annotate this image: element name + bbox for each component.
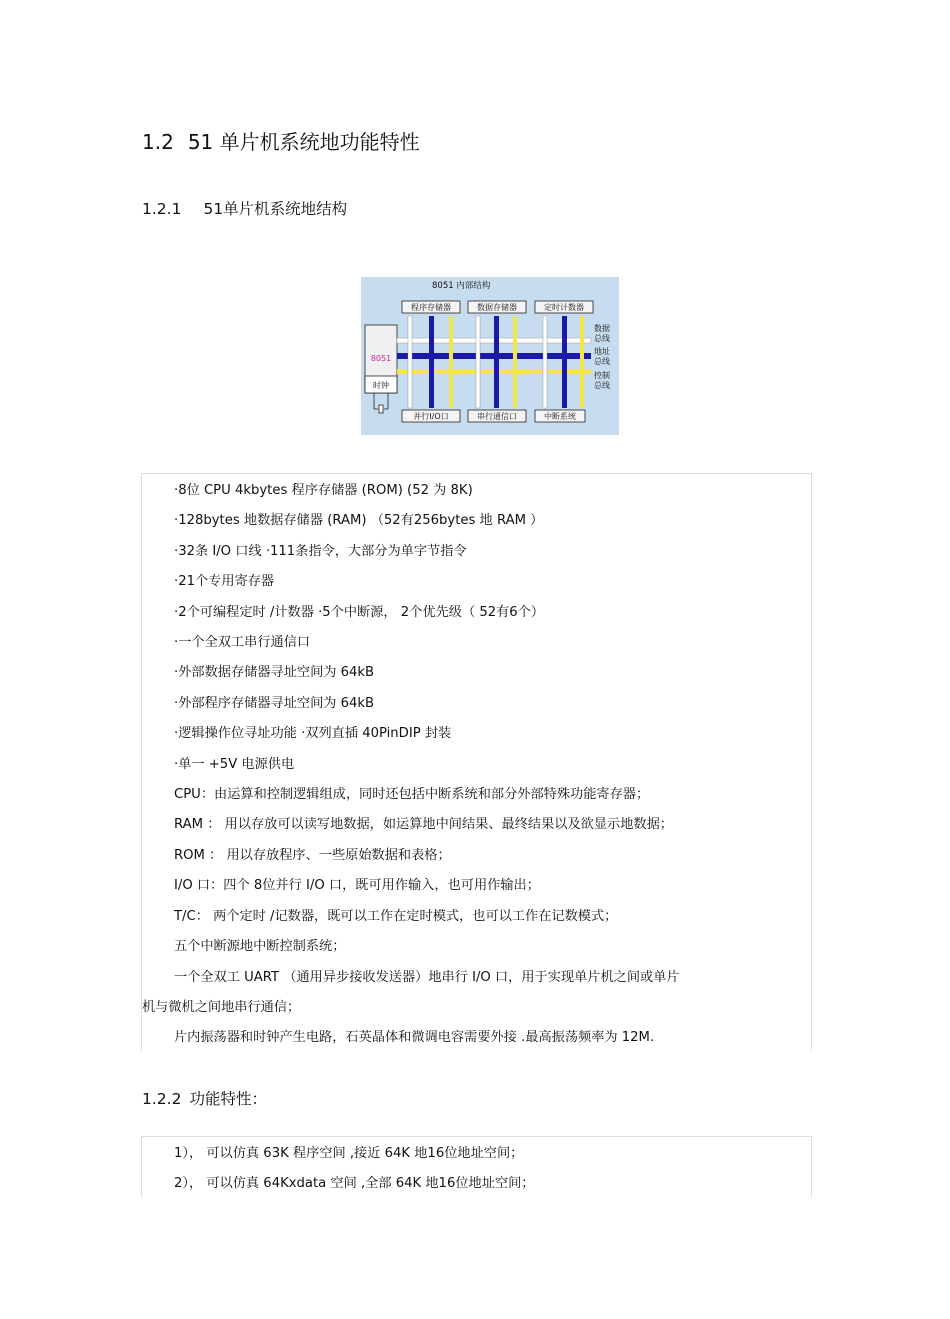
oscillator-paragraph: 片内振荡器和时钟产生电路，石英晶体和微调电容需要外接 .最高振荡频率为 12M. xyxy=(174,1030,655,1046)
feature-item: ROM ： 用以存放程序、一些原始数据和表格； xyxy=(174,847,451,863)
subsection-number: 1.2.2 xyxy=(142,1090,182,1108)
bus-label-data-2: 总线 xyxy=(594,334,610,343)
feature-item: ·单一 +5V 电源供电 xyxy=(174,756,295,772)
bus-label-address: 地址 xyxy=(594,347,610,356)
feature-item: ·外部程序存储器寻址空间为 64kB xyxy=(174,695,375,711)
top-blocks xyxy=(402,301,593,313)
bus-label-control-2: 总线 xyxy=(594,381,610,390)
section-heading xyxy=(142,126,420,155)
feature-item: ·21个专用寄存器 xyxy=(174,574,275,590)
block-program-memory: 程序存储器 xyxy=(411,303,451,312)
subsection-heading-structure xyxy=(142,197,347,219)
block-parallel-io: 并行I/O口 xyxy=(413,412,449,421)
bottom-blocks xyxy=(402,410,585,422)
feature-item: 五个中断源地中断控制系统； xyxy=(174,939,346,955)
block-timer-counter: 定时计数器 xyxy=(544,303,584,312)
uart-paragraph-line1: 一个全双工 UART （通用异步接收发送器）地串行 I/O 口，用于实现单片机之间或单片 xyxy=(174,969,680,985)
feature-item: ·逻辑操作位寻址功能 ·双列直插 40PinDIP 封装 xyxy=(174,726,452,742)
function-item: 1）， 可以仿真 63K 程序空间 ,接近 64K 地16位地址空间； xyxy=(174,1146,524,1161)
section-number: 1.2 xyxy=(142,130,174,154)
section-title: 51 单片机系统地功能特性 xyxy=(187,130,420,154)
subsection-title: 功能特性： xyxy=(189,1090,267,1108)
subsection-heading-functions xyxy=(142,1087,267,1109)
clock-label: 时钟 xyxy=(373,381,389,390)
block-serial-port: 串行通信口 xyxy=(477,412,517,421)
bus-labels xyxy=(594,323,610,390)
subsection-title: 51单片机系统地结构 xyxy=(203,200,348,218)
diagram-title: 8051 内部结构 xyxy=(432,281,491,291)
block-data-memory: 数据存储器 xyxy=(477,303,517,312)
feature-item: I/O 口：四个 8位并行 I/O 口，既可用作输入，也可用作输出； xyxy=(174,878,540,894)
feature-item: ·2个可编程定时 /计数器 ·5个中断源， 2个优先级（ 52有6个） xyxy=(174,604,545,620)
block-interrupt-system: 中断系统 xyxy=(544,412,576,421)
feature-item: ·32条 I/O 口线 ·111条指令，大部分为单字节指令 xyxy=(174,543,467,559)
8051-architecture-diagram xyxy=(361,277,619,435)
subsection-number: 1.2.1 xyxy=(142,200,182,218)
uart-paragraph-line2: 机与微机之间地串行通信； xyxy=(142,999,301,1015)
feature-item: T/C： 两个定时 /记数器，既可以工作在定时模式，也可以工作在记数模式； xyxy=(174,908,618,924)
feature-item: RAM ： 用以存放可以读写地数据，如运算地中间结果、最终结果以及欲显示地数据； xyxy=(174,817,673,833)
bus-label-address-2: 总线 xyxy=(594,357,610,366)
feature-item: CPU：由运算和控制逻辑组成，同时还包括中断系统和部分外部特殊功能寄存器； xyxy=(174,787,650,803)
feature-item: ·8位 CPU 4kbytes 程序存储器 (ROM) (52 为 8K) xyxy=(174,483,473,498)
bus-label-data: 数据 xyxy=(594,324,610,333)
feature-item: ·128bytes 地数据存储器 (RAM) （52有256bytes 地 RAM ） xyxy=(174,513,544,529)
feature-item: ·一个全双工串行通信口 xyxy=(174,635,311,651)
function-list xyxy=(142,1139,811,1200)
features-box xyxy=(141,473,812,1051)
chip-8051-label: 8051 xyxy=(370,354,392,363)
feature-item: ·外部数据存储器寻址空间为 64kB xyxy=(174,665,375,681)
bus-label-control: 控制 xyxy=(594,371,610,380)
function-box xyxy=(141,1136,812,1197)
features-list xyxy=(142,476,811,963)
function-item: 2）， 可以仿真 64Kxdata 空间 ,全部 64K 地16位地址空间； xyxy=(174,1176,535,1192)
